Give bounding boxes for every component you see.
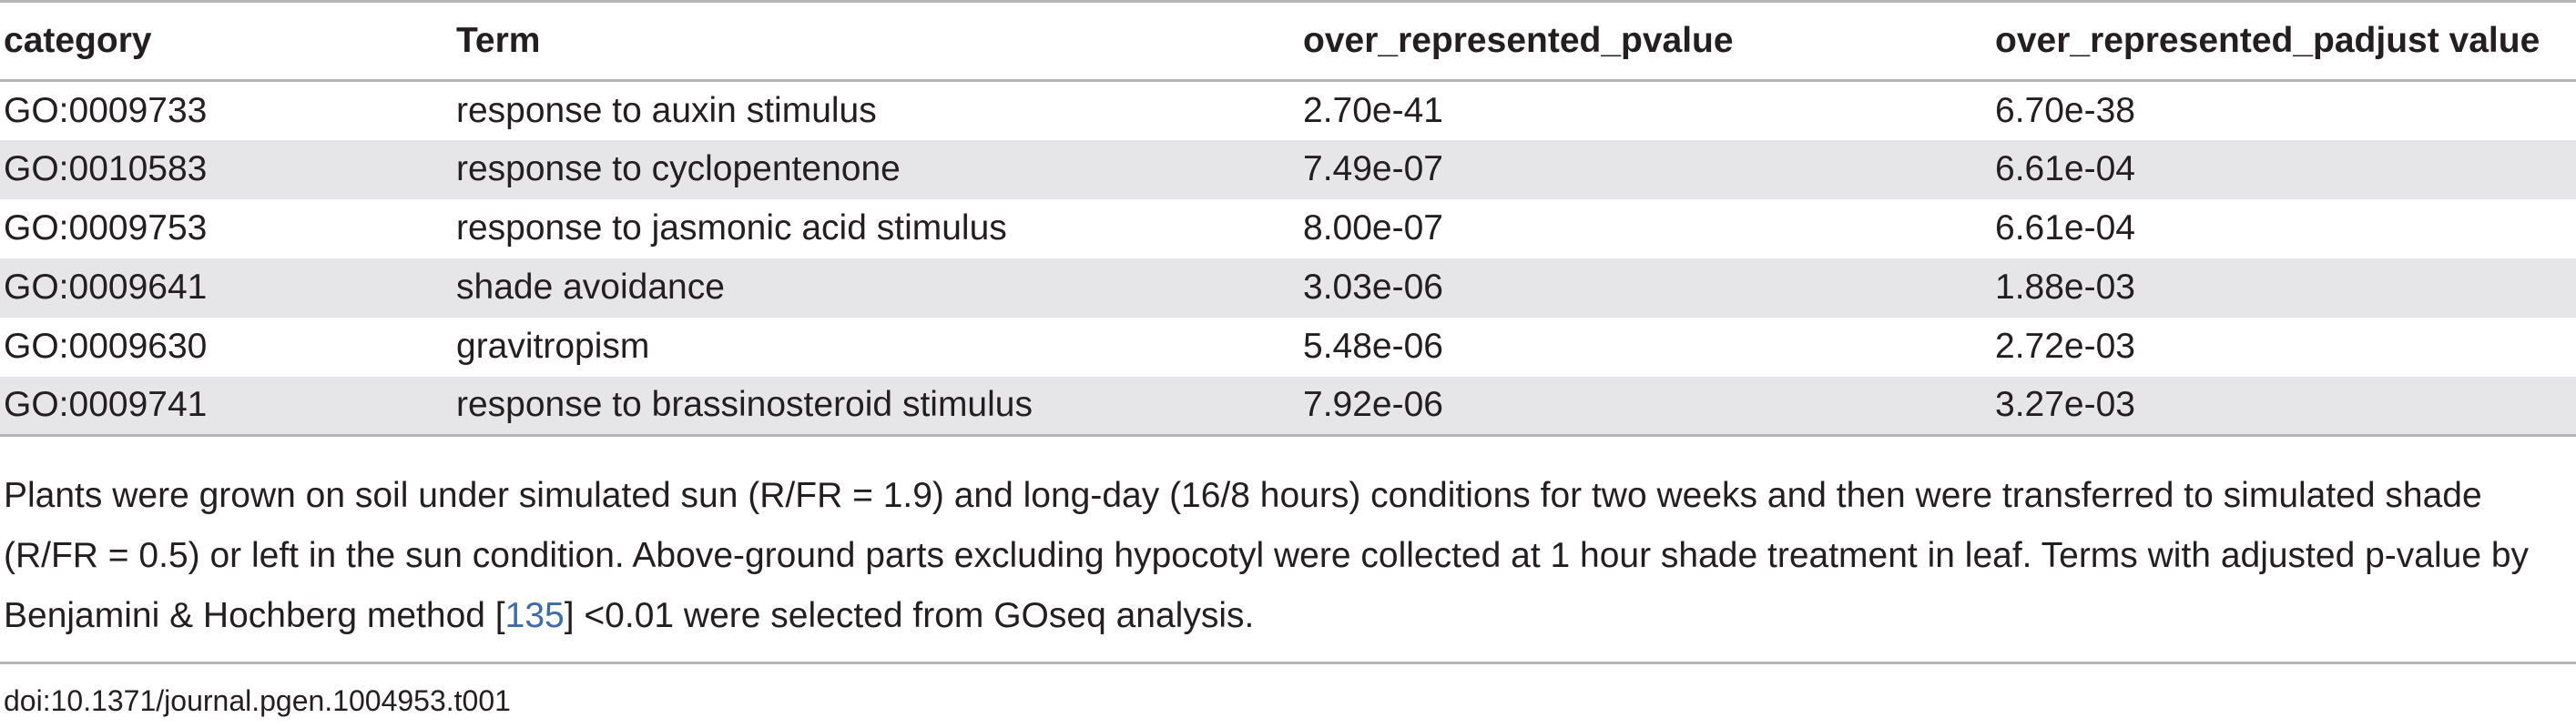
table-row — [0, 199, 2576, 258]
reference-link[interactable]: 135 — [504, 596, 565, 635]
footer-divider — [0, 662, 2576, 664]
cell-padjust: 6.61e-04 — [1995, 149, 2135, 188]
cell-category: GO:0009753 — [4, 208, 208, 248]
cell-term: shade avoidance — [456, 268, 725, 307]
cell-category: GO:0010583 — [4, 149, 208, 188]
cell-term: response to cyclopentenone — [456, 149, 901, 188]
cell-padjust: 6.61e-04 — [1995, 208, 2135, 248]
cell-category: GO:0009733 — [4, 90, 208, 130]
cell-term: gravitropism — [456, 327, 650, 366]
cell-padjust: 1.88e-03 — [1995, 268, 2135, 307]
header-category: category — [0, 2, 453, 81]
cell-pvalue: 3.03e-06 — [1303, 268, 1443, 307]
footnote-text-after: ] <0.01 were selected from GOseq analysis. — [564, 596, 1255, 635]
cell-padjust: 3.27e-03 — [1991, 377, 2576, 436]
cell-category: GO:0009741 — [0, 377, 453, 436]
cell-category: GO:0009641 — [4, 268, 208, 307]
table-row — [0, 318, 2576, 377]
cell-pvalue: 7.92e-06 — [1299, 377, 1991, 436]
table-row — [0, 81, 2576, 140]
table-header-row — [0, 2, 2576, 81]
header-padjust: over_represented_padjust value — [1991, 2, 2576, 81]
cell-pvalue: 8.00e-07 — [1303, 208, 1443, 248]
cell-pvalue: 7.49e-07 — [1303, 149, 1443, 188]
cell-pvalue: 2.70e-41 — [1303, 90, 1443, 130]
table-row — [0, 140, 2576, 199]
cell-term: response to auxin stimulus — [456, 90, 877, 130]
table-row — [0, 258, 2576, 318]
cell-term: response to brassinosteroid stimulus — [453, 377, 1299, 436]
cell-term: response to jasmonic acid stimulus — [456, 208, 1007, 248]
table-row — [0, 377, 2576, 436]
cell-category: GO:0009630 — [4, 327, 208, 366]
header-term: Term — [453, 2, 1299, 81]
footnote-text-before: Plants were grown on soil under simulated sun (R/FR = 1.9) and long-day (16/8 hours) conditions for two weeks and then were transferred to simulated shade (R/FR = 0.5) or left in the sun condition. Above-ground parts excluding hypocotyl were collected at 1 hour shade treatment in leaf. Terms with adjusted p-value by Benjamini & Hochberg method [ — [4, 476, 2530, 635]
header-pvalue: over_represented_pvalue — [1299, 2, 1991, 81]
table-footnote — [4, 466, 2535, 646]
doi-label: doi:10.1371/journal.pgen.1004953.t001 — [4, 684, 511, 717]
cell-pvalue: 5.48e-06 — [1303, 327, 1443, 366]
cell-padjust: 2.72e-03 — [1995, 327, 2135, 366]
cell-padjust: 6.70e-38 — [1995, 90, 2135, 130]
